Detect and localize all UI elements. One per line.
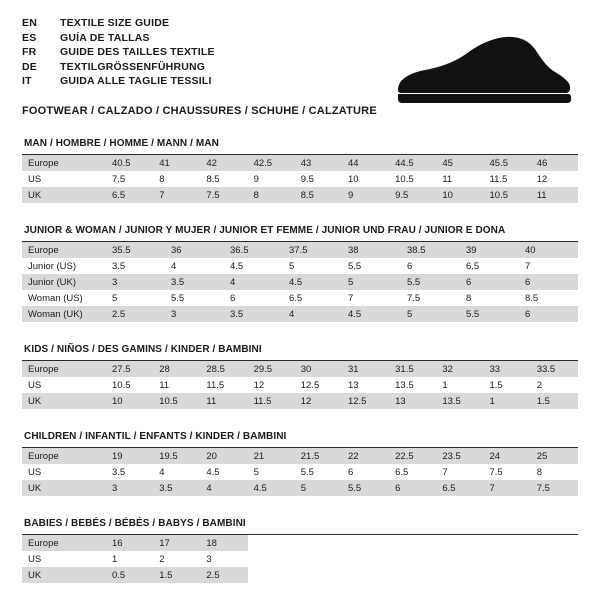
- cell-empty: [389, 535, 436, 551]
- group-title: CHILDREN / INFANTIL / ENFANTS / KINDER / BAMBINI: [24, 431, 287, 442]
- cell: 6.5: [289, 292, 303, 304]
- cell-empty: [295, 567, 342, 583]
- size-group-babies: [22, 518, 578, 583]
- cell-empty: [436, 567, 483, 583]
- cell: 12: [536, 173, 548, 185]
- cell: 7.5: [531, 480, 578, 496]
- language-row: [22, 31, 215, 46]
- cell: 5.5: [300, 466, 314, 478]
- cell: 40.5: [106, 155, 153, 171]
- cell: 38.5: [401, 242, 460, 258]
- size-table-babies: [22, 535, 578, 583]
- size-group-junior-woman: [22, 225, 578, 322]
- cell: 38: [342, 242, 401, 258]
- cell: 4: [200, 480, 247, 496]
- cell-empty: [342, 535, 389, 551]
- cell: 19.5: [153, 448, 200, 464]
- table-row: [22, 464, 578, 480]
- cell: 9.5: [300, 173, 314, 185]
- cell: 2.5: [106, 306, 165, 322]
- cell-empty: [295, 551, 342, 567]
- table-row: [22, 393, 578, 409]
- row-label: Woman (US): [28, 292, 83, 304]
- size-group-man: [22, 138, 578, 203]
- cell: 10.5: [395, 173, 414, 185]
- cell-empty: [248, 567, 295, 583]
- cell-empty: [342, 551, 389, 567]
- cell-empty: [531, 551, 578, 567]
- cell: 3.5: [112, 466, 126, 478]
- cell: 7.5: [112, 173, 126, 185]
- cell: 20: [200, 448, 247, 464]
- table-row: [22, 567, 578, 583]
- cell: 43: [295, 155, 342, 171]
- language-title: TEXTILE SIZE GUIDE: [60, 17, 170, 29]
- cell: 22: [342, 448, 389, 464]
- language-row: [22, 45, 215, 60]
- table-row: [22, 535, 578, 551]
- cell-empty: [531, 535, 578, 551]
- cell: 31: [342, 361, 389, 377]
- cell: 8.5: [525, 292, 539, 304]
- cell: 7: [525, 260, 531, 272]
- cell: 5.5: [342, 480, 389, 496]
- cell: 11.5: [489, 173, 508, 185]
- size-table-junior-woman: [22, 242, 578, 322]
- language-title: GUÍA DE TALLAS: [60, 31, 150, 44]
- cell: 22.5: [389, 448, 436, 464]
- cell: 3.5: [224, 306, 283, 322]
- row-label: US: [28, 553, 42, 565]
- cell: 12: [295, 393, 342, 409]
- cell-empty: [389, 551, 436, 567]
- language-row: [22, 60, 215, 75]
- table-row: [22, 290, 578, 306]
- cell: 4.5: [248, 480, 295, 496]
- cell: 4: [171, 260, 177, 272]
- cell: 45.5: [484, 155, 531, 171]
- cell: 30: [295, 361, 342, 377]
- cell: 24: [484, 448, 531, 464]
- cell: 42.5: [248, 155, 295, 171]
- cell: 44.5: [389, 155, 436, 171]
- page-title: FOOTWEAR / CALZADO / CHAUSSURES / SCHUHE / CALZATURE: [22, 104, 377, 117]
- cell: 3: [106, 274, 165, 290]
- cell-empty: [342, 567, 389, 583]
- cell: 42: [200, 155, 247, 171]
- cell-empty: [531, 567, 578, 583]
- cell: 4.5: [230, 260, 244, 272]
- cell: 5: [289, 260, 295, 272]
- row-label: Junior (US): [28, 260, 77, 272]
- cell: 12: [253, 379, 265, 391]
- language-code: EN: [22, 17, 37, 29]
- row-label: US: [28, 466, 42, 478]
- language-title: TEXTILGRÖSSENFÜHRUNG: [60, 60, 206, 73]
- language-title: GUIDE DES TAILLES TEXTILE: [60, 46, 215, 58]
- cell: 11.5: [248, 393, 295, 409]
- cell: 6: [230, 292, 236, 304]
- cell: 46: [531, 155, 578, 171]
- cell: 8: [159, 173, 165, 185]
- cell: 3.5: [112, 260, 126, 272]
- cell: 39: [460, 242, 519, 258]
- cell: 6.5: [466, 260, 480, 272]
- cell: 11: [200, 393, 247, 409]
- row-label: Junior (UK): [22, 274, 106, 290]
- table-row: [22, 155, 578, 171]
- cell: 4: [224, 274, 283, 290]
- cell: 9: [253, 173, 259, 185]
- cell: 33.5: [531, 361, 578, 377]
- table-row: [22, 361, 578, 377]
- cell: 13: [389, 393, 436, 409]
- language-code: FR: [22, 46, 37, 58]
- cell: 4: [159, 466, 165, 478]
- row-label: Europe: [22, 361, 106, 377]
- cell: 11: [159, 379, 170, 391]
- size-table-children: [22, 448, 578, 496]
- table-row: [22, 187, 578, 203]
- group-title: JUNIOR & WOMAN / JUNIOR Y MUJER / JUNIOR ET FEMME / JUNIOR UND FRAU / JUNIOR E DONA: [24, 225, 506, 236]
- table-row: [22, 551, 578, 567]
- cell: 5: [342, 274, 401, 290]
- cell: 10.5: [112, 379, 131, 391]
- cell-empty: [248, 535, 295, 551]
- cell: 12.5: [300, 379, 320, 391]
- cell: 12.5: [342, 393, 389, 409]
- table-row: [22, 242, 578, 258]
- cell: 6: [347, 466, 354, 478]
- cell: 1: [484, 393, 531, 409]
- cell: 2: [536, 379, 542, 391]
- cell: 8: [466, 292, 472, 304]
- language-code: IT: [22, 75, 32, 87]
- cell: 28: [153, 361, 200, 377]
- cell: 6: [519, 306, 578, 322]
- cell: 6.5: [436, 480, 483, 496]
- cell: 16: [106, 535, 153, 551]
- cell: 27.5: [106, 361, 153, 377]
- cell: 7: [153, 187, 200, 203]
- size-table-man: [22, 155, 578, 203]
- cell: 4.5: [342, 306, 401, 322]
- cell: 9.5: [389, 187, 436, 203]
- cell: 1: [442, 379, 448, 391]
- cell: 6: [519, 274, 578, 290]
- cell: 44: [342, 155, 389, 171]
- cell: 10.5: [153, 393, 200, 409]
- cell: 23.5: [436, 448, 483, 464]
- cell: 4.5: [206, 466, 220, 478]
- table-row: [22, 480, 578, 496]
- cell: 5.5: [171, 292, 185, 304]
- cell: 5: [401, 306, 460, 322]
- cell: 36.5: [224, 242, 283, 258]
- language-row: [22, 74, 215, 89]
- cell: 2.5: [200, 567, 247, 583]
- cell: 40: [519, 242, 578, 258]
- cell: 6: [389, 480, 436, 496]
- cell: 9: [342, 187, 389, 203]
- cell: 5: [112, 292, 118, 304]
- cell: 11: [442, 173, 453, 185]
- cell: 7: [348, 292, 354, 304]
- cell: 13.5: [436, 393, 483, 409]
- cell: 4.5: [283, 274, 342, 290]
- cell: 28.5: [200, 361, 247, 377]
- cell: 19: [106, 448, 153, 464]
- cell: 41: [153, 155, 200, 171]
- cell: 7.5: [489, 466, 503, 478]
- language-code: ES: [22, 31, 37, 44]
- cell: 35.5: [106, 242, 165, 258]
- cell-empty: [436, 535, 483, 551]
- cell: 6: [460, 274, 519, 290]
- cell: 7: [442, 466, 448, 478]
- row-label: UK: [22, 480, 106, 496]
- row-label: Europe: [22, 155, 106, 171]
- language-row: [22, 16, 215, 31]
- row-label: Europe: [22, 242, 106, 258]
- cell-empty: [295, 535, 342, 551]
- cell: 8.5: [295, 187, 342, 203]
- cell: 18: [200, 535, 247, 551]
- row-label: UK: [22, 567, 106, 583]
- cell: 8: [536, 466, 542, 478]
- table-row: [22, 171, 578, 187]
- size-table-kids: [22, 361, 578, 409]
- row-label: US: [28, 379, 42, 391]
- cell: 21: [248, 448, 295, 464]
- cell: 10: [347, 173, 359, 185]
- cell: 10: [436, 187, 483, 203]
- table-row: [22, 377, 578, 393]
- cell: 25: [531, 448, 578, 464]
- row-label: UK: [22, 187, 106, 203]
- cell-empty: [436, 551, 483, 567]
- row-label: UK: [22, 393, 106, 409]
- cell: 7.5: [407, 292, 421, 304]
- cell: 11: [531, 187, 578, 203]
- cell: 10: [106, 393, 153, 409]
- cell: 6: [407, 260, 413, 272]
- cell-empty: [389, 567, 436, 583]
- row-label: Woman (UK): [22, 306, 106, 322]
- row-label: US: [28, 173, 42, 185]
- cell: 45: [436, 155, 483, 171]
- cell-empty: [484, 551, 531, 567]
- group-title: KIDS / NIÑOS / DES GAMINS / KINDER / BAMBINI: [24, 344, 262, 355]
- cell: 32: [436, 361, 483, 377]
- cell-empty: [248, 551, 295, 567]
- cell-empty: [484, 535, 531, 551]
- cell: 1: [112, 553, 118, 565]
- table-row: [22, 448, 578, 464]
- cell: 3.5: [165, 274, 224, 290]
- cell-empty: [484, 567, 531, 583]
- row-label: Europe: [22, 448, 106, 464]
- size-group-kids: [22, 344, 578, 409]
- row-label: Europe: [22, 535, 106, 551]
- dress-shoe-icon: [386, 34, 572, 108]
- cell: 10.5: [484, 187, 531, 203]
- cell: 5.5: [401, 274, 460, 290]
- cell: 21.5: [295, 448, 342, 464]
- cell: 4: [283, 306, 342, 322]
- cell: 3.5: [153, 480, 200, 496]
- cell: 8.5: [206, 173, 220, 185]
- cell: 2: [159, 553, 165, 565]
- cell: 3: [106, 480, 153, 496]
- cell: 1.5: [489, 379, 503, 391]
- cell: 6.5: [395, 466, 409, 478]
- cell: 7: [484, 480, 531, 496]
- size-group-children: [22, 431, 578, 496]
- cell: 13: [347, 379, 359, 391]
- header: [22, 16, 578, 116]
- cell: 5: [295, 480, 342, 496]
- cell: 31.5: [389, 361, 436, 377]
- cell: 3: [206, 553, 212, 565]
- cell: 13.5: [395, 379, 414, 391]
- table-row: [22, 274, 578, 290]
- cell: 6.5: [106, 187, 153, 203]
- language-title: GUIDA ALLE TAGLIE TESSILI: [60, 75, 212, 87]
- cell: 7.5: [200, 187, 247, 203]
- language-title-table: [22, 16, 215, 89]
- group-title: BABIES / BEBÉS / BÉBÉS / BABYS / BAMBINI: [24, 518, 246, 529]
- cell: 1.5: [531, 393, 578, 409]
- table-row: [22, 306, 578, 322]
- cell: 33: [484, 361, 531, 377]
- cell: 37.5: [283, 242, 342, 258]
- cell: 5: [253, 466, 259, 478]
- cell: 29.5: [248, 361, 295, 377]
- cell: 36: [165, 242, 224, 258]
- cell: 0.5: [106, 567, 153, 583]
- cell: 11.5: [206, 379, 225, 391]
- group-title: MAN / HOMBRE / HOMME / MANN / MAN: [24, 138, 219, 149]
- language-code: DE: [22, 60, 37, 73]
- cell: 3: [165, 306, 224, 322]
- cell: 8: [248, 187, 295, 203]
- table-row: [22, 258, 578, 274]
- cell: 5.5: [460, 306, 519, 322]
- cell: 17: [153, 535, 200, 551]
- cell: 5.5: [348, 260, 362, 272]
- cell: 1.5: [153, 567, 200, 583]
